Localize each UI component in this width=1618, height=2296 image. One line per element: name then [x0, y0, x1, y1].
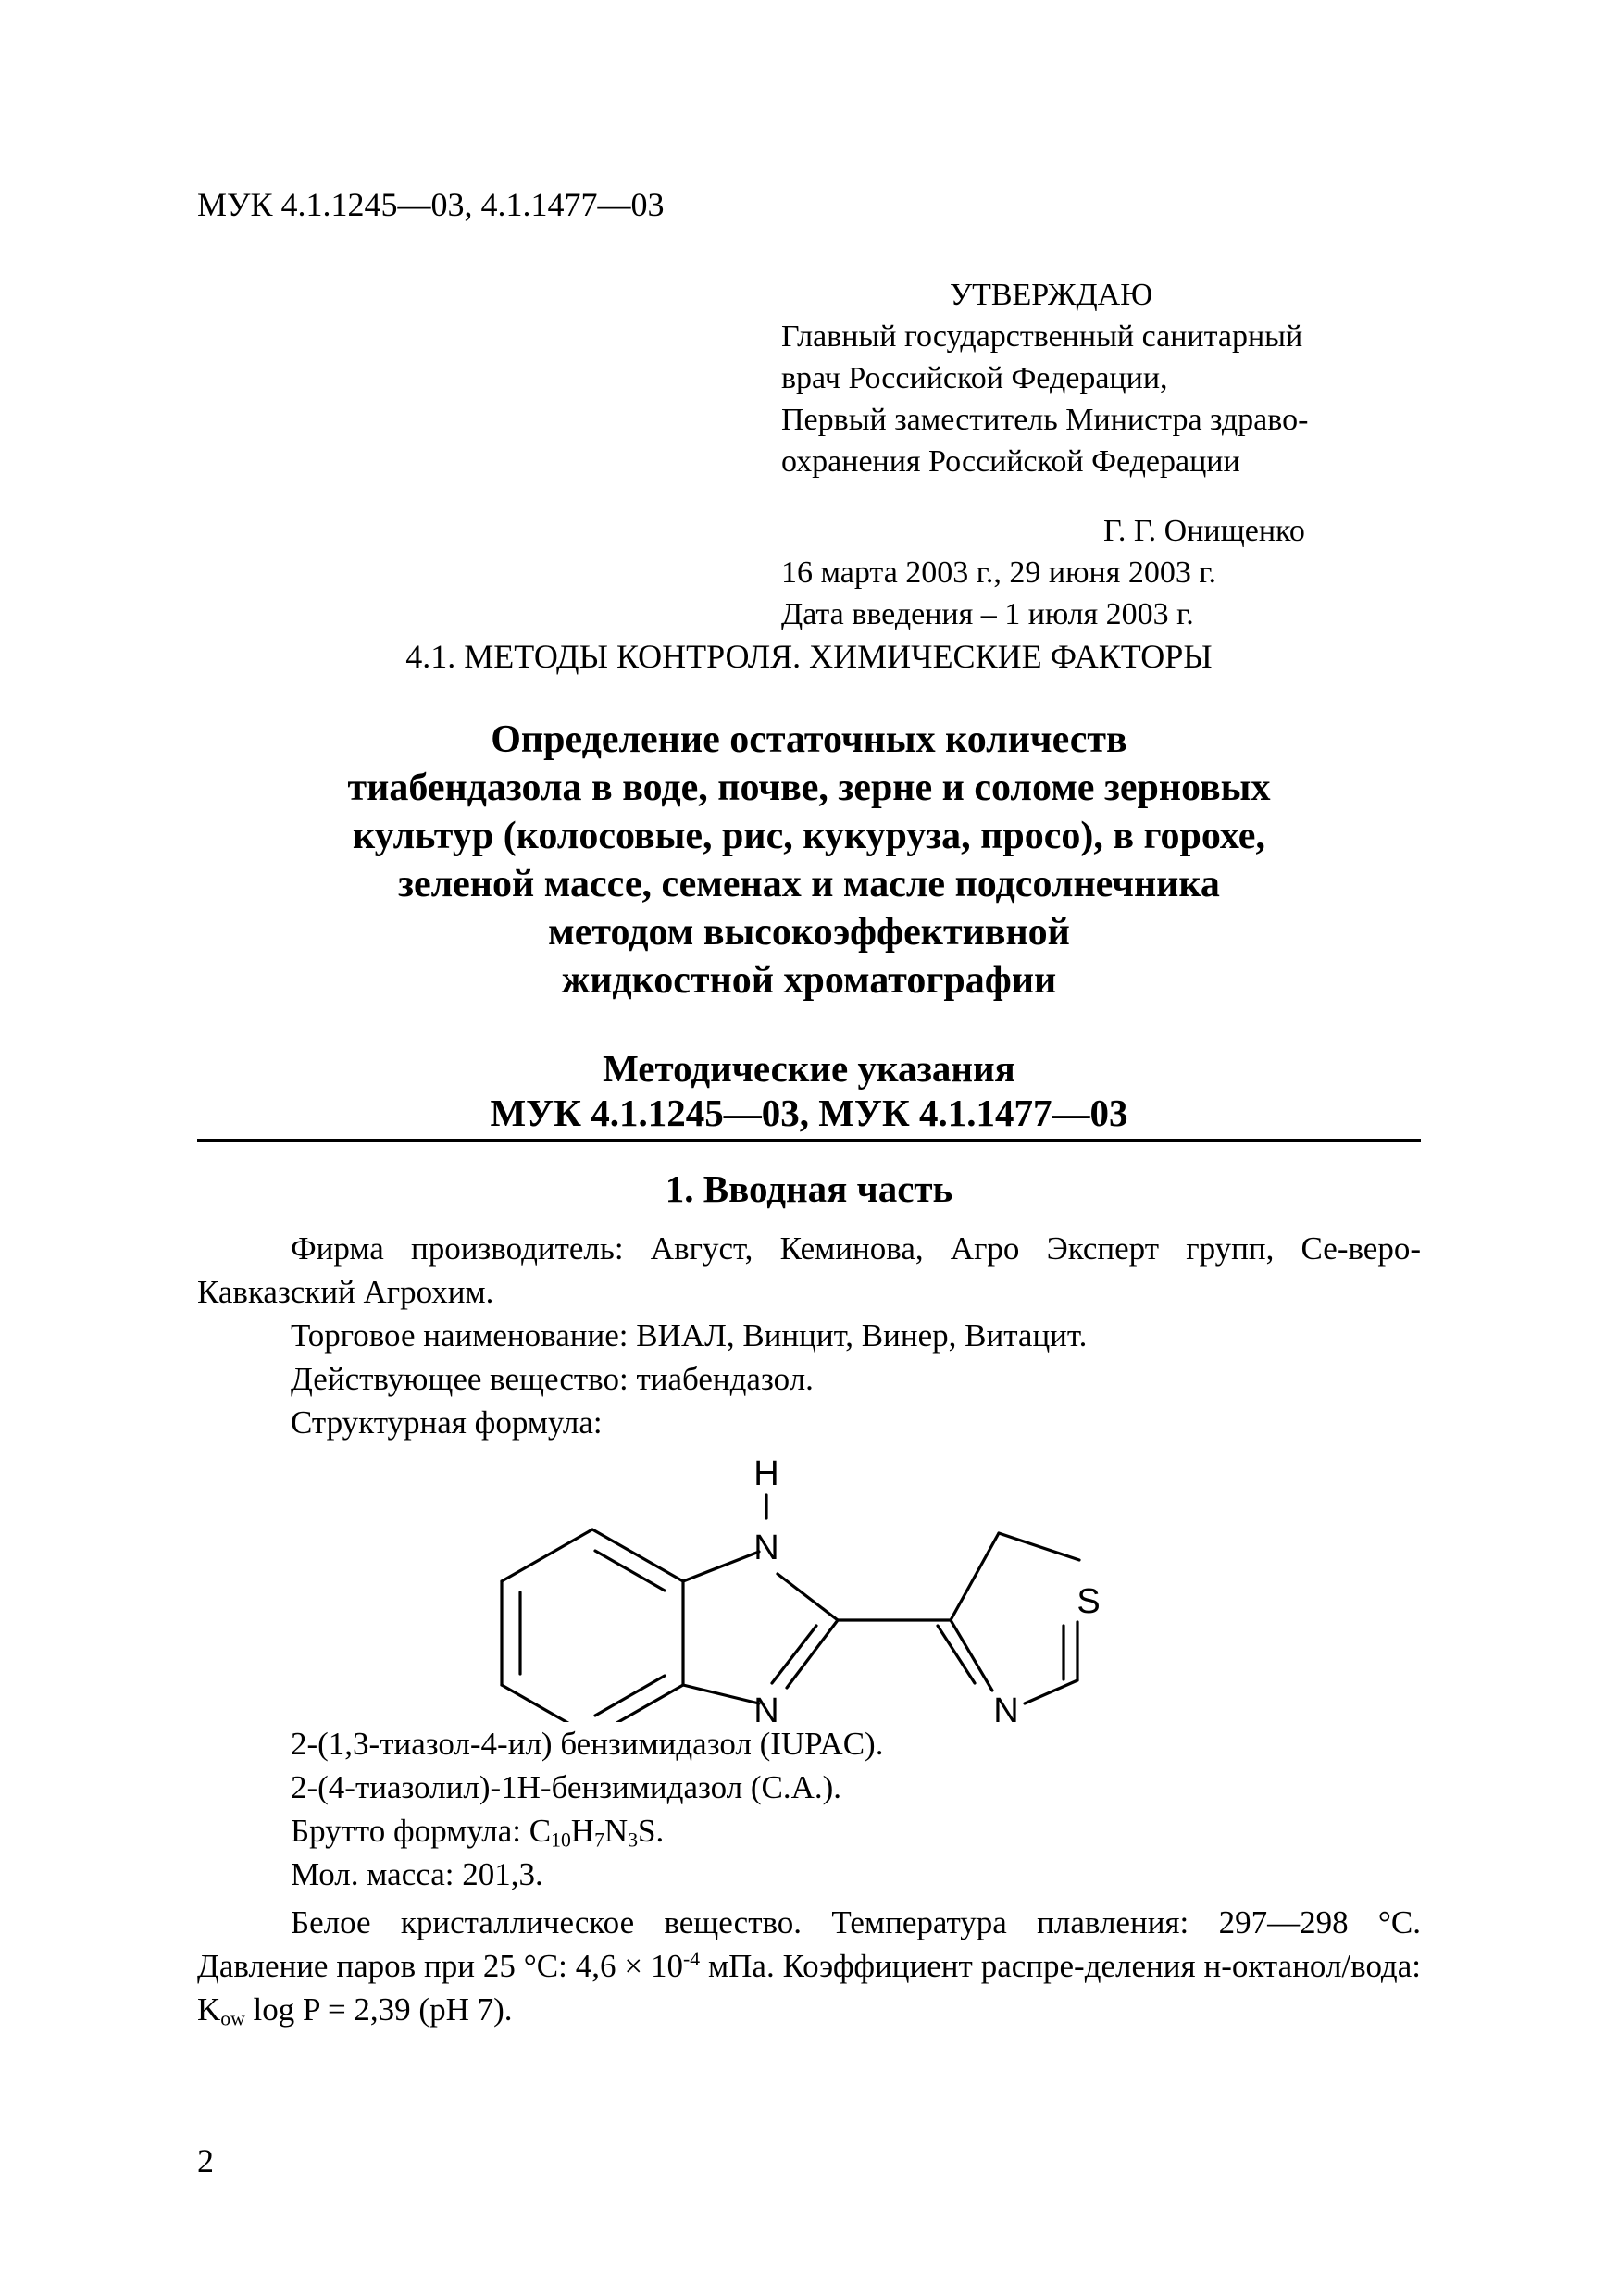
subtitle-line: Методические указания — [603, 1047, 1015, 1090]
subscript-n: 3 — [628, 1828, 639, 1852]
approval-line: Первый заместитель Министра здраво- — [781, 403, 1309, 437]
atom-s: S — [1077, 1582, 1101, 1621]
title-line: зеленой массе, семенах и масле подсолнечника — [398, 863, 1220, 905]
section-heading: 4.1. МЕТОДЫ КОНТРОЛЯ. ХИМИЧЕСКИЕ ФАКТОРЫ — [405, 638, 1213, 675]
title-line: жидкостной хроматографии — [561, 959, 1057, 1002]
bond — [683, 1552, 759, 1581]
approval-line: Главный государственный санитарный — [781, 319, 1303, 354]
approval-effective-date: Дата введения – 1 июля 2003 г. — [781, 597, 1194, 631]
vapor-pressure-exponent: -4 — [683, 1948, 701, 1971]
approval-line: врач Российской Федерации, — [781, 361, 1168, 395]
approval-block — [781, 274, 1308, 635]
bond — [595, 1676, 665, 1716]
properties-text: Белое кристаллическое вещество. Температура плавления: 297—298 °С. Давление паров при 25 °С: 4,6 × 10 — [197, 1904, 1421, 1984]
title-line: методом высокоэффективной — [548, 911, 1070, 954]
active-substance-paragraph: Действующее вещество: тиабендазол. — [291, 1361, 814, 1397]
bond — [502, 1529, 592, 1581]
gross-formula-end: . — [655, 1813, 665, 1849]
bond — [772, 1626, 816, 1683]
bond — [1025, 1680, 1077, 1703]
page-number: 2 — [197, 2142, 214, 2179]
bond — [938, 1626, 975, 1683]
element-c: C — [529, 1813, 552, 1849]
bond — [951, 1533, 999, 1620]
element-n: N — [604, 1813, 629, 1849]
trade-name-paragraph: Торговое наименование: ВИАЛ, Винцит, Винер, Витацит. — [291, 1317, 1088, 1354]
properties-text: мПа. Коэффициент распре-деления н-октанол/вода: K — [197, 1948, 1421, 2028]
atom-n: N — [753, 1529, 779, 1567]
horizontal-rule — [197, 1139, 1421, 1142]
title-line: тиабендазола в воде, почве, зерне и соломе зерновых — [347, 767, 1271, 809]
manufacturer-paragraph: Фирма производитель: Август, Кеминова, Агро Эксперт групп, Се-веро-Кавказский Агрохим. — [197, 1230, 1421, 1310]
structural-formula-label: Структурная формула: — [291, 1404, 603, 1441]
bond — [778, 1574, 838, 1620]
gross-formula-label: Брутто формула: — [291, 1813, 529, 1849]
document-title — [0, 716, 1618, 1004]
ca-name: 2-(4-тиазолил)-1H-бензимидазол (С.А.). — [291, 1769, 842, 1805]
approval-stamp: УТВЕРЖДАЮ — [950, 278, 1153, 312]
iupac-name: 2-(1,3-тиазол-4-ил) бензимидазол (IUPAC). — [291, 1726, 884, 1762]
gross-formula — [197, 1809, 1421, 1853]
approval-signer: Г. Г. Онищенко — [1103, 514, 1305, 548]
atom-n: N — [993, 1691, 1019, 1722]
atom-h: H — [753, 1454, 779, 1493]
intro-heading: 1. Вводная часть — [665, 1167, 953, 1210]
title-line: Определение остаточных количеств — [491, 718, 1127, 761]
properties-text: log P = 2,39 (рН 7). — [244, 1991, 513, 2028]
structural-formula — [481, 1444, 1148, 1722]
subscript-h: 7 — [594, 1828, 604, 1852]
approval-date: 16 марта 2003 г., 29 июня 2003 г. — [781, 555, 1216, 590]
thiabendazole-structure — [481, 1444, 1148, 1722]
bond — [502, 1685, 592, 1722]
bond — [999, 1533, 1079, 1560]
approval-line: охранения Российской Федерации — [781, 444, 1240, 479]
element-h: H — [570, 1813, 595, 1849]
title-line: культур (колосовые, рис, кукуруза, просо), в горохе, — [353, 815, 1265, 857]
document-code-header: МУК 4.1.1245—03, 4.1.1477—03 — [197, 186, 665, 223]
properties-paragraph — [197, 1901, 1421, 2031]
subtitle-line: МУК 4.1.1245—03, МУК 4.1.1477—03 — [490, 1092, 1128, 1134]
element-s: S — [638, 1813, 656, 1849]
subscript-c: 10 — [551, 1828, 571, 1852]
kow-subscript: ow — [220, 2007, 245, 2030]
bond — [595, 1551, 665, 1591]
molecular-mass: Мол. масса: 201,3. — [291, 1856, 543, 1892]
document-subtitle — [0, 1046, 1618, 1135]
bond — [683, 1685, 759, 1703]
atom-n: N — [753, 1691, 779, 1722]
